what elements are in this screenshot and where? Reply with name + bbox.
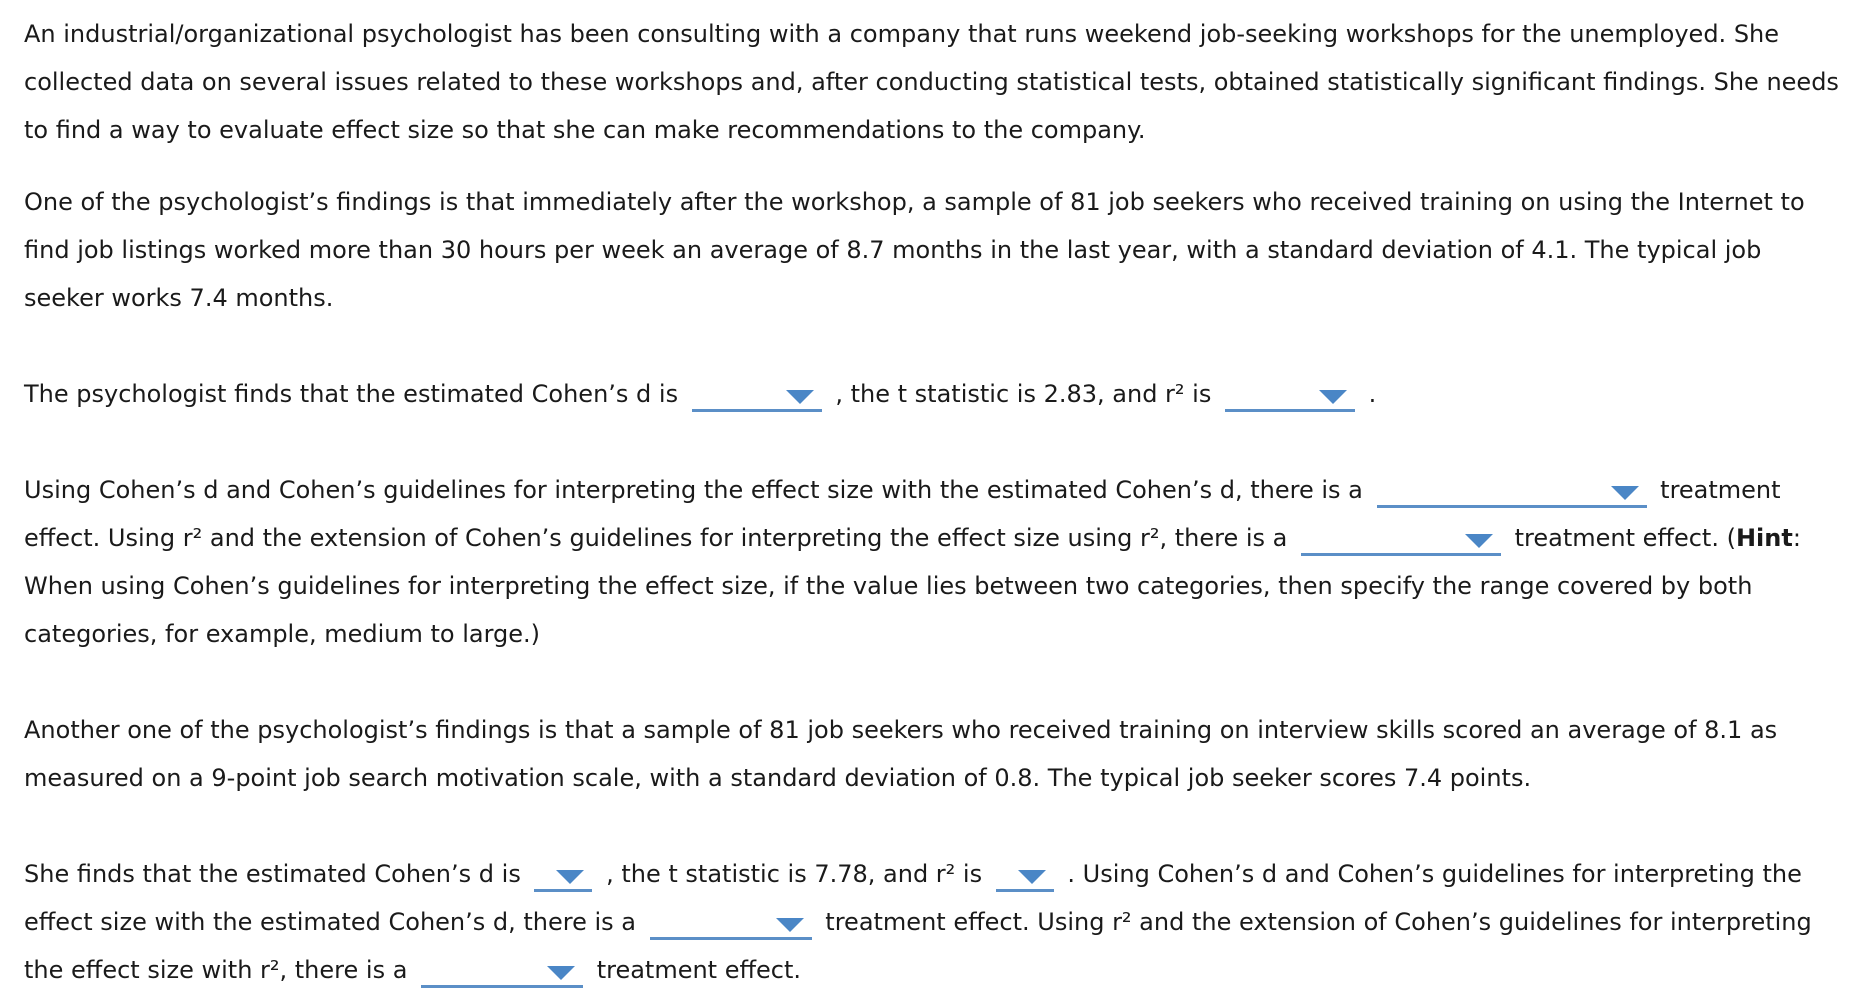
q1-text-before-d: The psychologist finds that the estimated Cohen’s d is	[24, 380, 679, 408]
q1-text-after-d: , the t statistic is 2.83, and r² is	[835, 380, 1212, 408]
chevron-down-icon	[1611, 486, 1639, 500]
intro-paragraph-2: One of the psychologist’s findings is that immediately after the workshop, a sample of 81 job seekers who received training on using the Internet to find job listings worked more than 30 hours per week an average of 8.7 months in the last year, with a standard deviation of 4.1. The typical job seeker works 7.4 months.	[24, 188, 1805, 312]
chevron-down-icon	[556, 870, 584, 884]
q2-text-before-dd1: Using Cohen’s d and Cohen’s guidelines for interpreting the effect size with the estimated Cohen’s d, there is a	[24, 476, 1363, 504]
chevron-down-icon	[1465, 534, 1493, 548]
question-3	[24, 850, 1844, 994]
q3-text-before-d: She finds that the estimated Cohen’s d is	[24, 860, 521, 888]
q3-text-after-d: , the t statistic is 7.78, and r² is	[606, 860, 983, 888]
intro-paragraph-1: An industrial/organizational psychologist has been consulting with a company that runs weekend job-seeking workshops for the unemployed. She collected data on several issues related to these workshops and, after conducting statistical tests, obtained statistically significant findings. She needs to find a way to evaluate effect size so that she can make recommendations to the company.	[24, 20, 1839, 144]
cohens-d-dropdown-1[interactable]	[692, 383, 822, 412]
q2-text-after-dd1: treatment effect. Using r² and the extension of Cohen’s guidelines for interpreting the effect size using r², there is a	[24, 476, 1781, 552]
effect-size-d-dropdown-1[interactable]	[1377, 479, 1647, 508]
hint-label: Hint	[1735, 524, 1793, 552]
q2-text-after-dd2: treatment effect. (	[1514, 524, 1736, 552]
chevron-down-icon	[1018, 870, 1046, 884]
chevron-down-icon	[547, 966, 575, 980]
cohens-d-dropdown-2[interactable]	[534, 863, 592, 892]
chevron-down-icon	[1319, 390, 1347, 404]
question-2	[24, 466, 1844, 658]
q1-text-end: .	[1368, 380, 1377, 408]
finding-2-paragraph: Another one of the psychologist’s findings is that a sample of 81 job seekers who received training on interview skills scored an average of 8.1 as measured on a 9-point job search motivation scale, with a standard deviation of 0.8. The typical job seeker scores 7.4 points.	[24, 716, 1778, 792]
chevron-down-icon	[786, 390, 814, 404]
chevron-down-icon	[776, 918, 804, 932]
effect-size-d-dropdown-2[interactable]	[650, 911, 812, 940]
q3-text-after-dd3: treatment effect. Using r² and the extension of Cohen’s guidelines for interpreting the effect size with r², there is a	[24, 908, 1812, 984]
effect-size-r2-dropdown-1[interactable]	[1301, 527, 1501, 556]
effect-size-r2-dropdown-2[interactable]	[421, 959, 583, 988]
question-1	[24, 370, 1844, 418]
q2-hint-text: : When using Cohen’s guidelines for interpreting the effect size, if the value lies between two categories, then specify the range covered by both categories, for example, medium to large.)	[24, 524, 1801, 648]
q3-text-after-r2: . Using Cohen’s d and Cohen’s guidelines for interpreting the effect size with the estimated Cohen’s d, there is a	[24, 860, 1802, 936]
q3-text-end: treatment effect.	[596, 956, 802, 984]
r-squared-dropdown-2[interactable]	[996, 863, 1054, 892]
r-squared-dropdown-1[interactable]	[1225, 383, 1355, 412]
